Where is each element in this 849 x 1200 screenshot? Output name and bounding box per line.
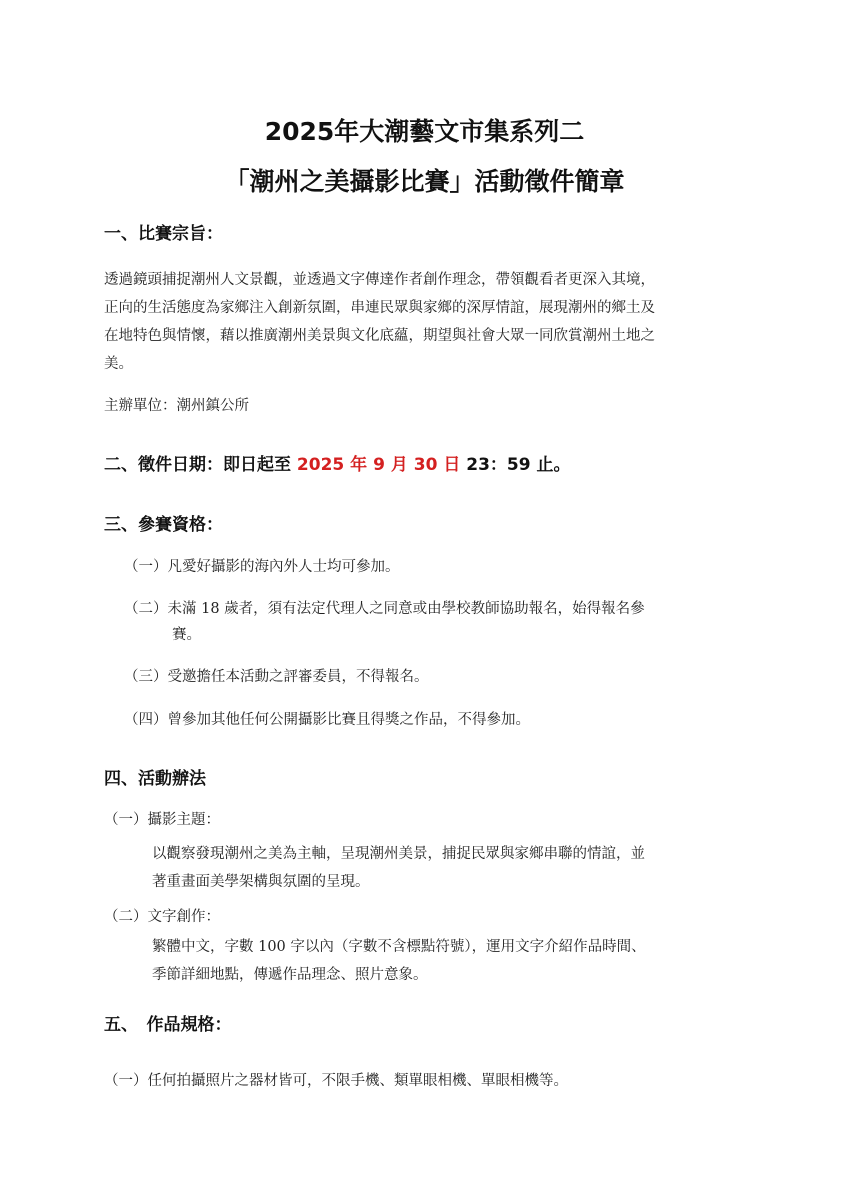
- submission-date-prefix: 二、徵件日期：即日起至: [104, 455, 297, 475]
- eligibility-item: （三）受邀擔任本活動之評審委員，不得報名。: [124, 669, 429, 685]
- document-title-line1: 2025年大潮藝文市集系列二: [264, 117, 585, 146]
- submission-deadline-date: 2025 年 9 月 30 日: [296, 455, 461, 475]
- method-item-label: （二）文字創作：: [104, 909, 220, 925]
- method-item-body: 以觀察發現潮州之美為主軸，呈現潮州美景，捕捉民眾與家鄉串聯的情誼，並 著重畫面美學架構與氛圍的呈現。: [152, 846, 645, 890]
- eligibility-item: （二）未滿 18 歲者，須有法定代理人之同意或由學校教師協助報名，始得報名參: [124, 601, 645, 617]
- eligibility-item: （一）凡愛好攝影的海內外人士均可參加。: [124, 559, 400, 575]
- section1-heading: 一、比賽宗旨：: [104, 224, 223, 244]
- section1-line: 透過鏡頭捕捉潮州人文景觀，並透過文字傳達作者創作理念，帶領觀看者更深入其境，: [104, 272, 655, 288]
- spec-item: （一）任何拍攝照片之器材皆可，不限手機、類單眼相機、單眼相機等。: [104, 1073, 568, 1089]
- section1-line: 在地特色與情懷，藉以推廣潮州美景與文化底蘊，期望與社會大眾一同欣賞潮州土地之: [104, 328, 655, 344]
- section5-heading: 五、 作品規格：: [104, 1015, 232, 1035]
- method-item-label: （一）攝影主題：: [104, 812, 220, 828]
- section1-line: 正向的生活態度為家鄉注入創新氛圍，串連民眾與家鄉的深厚情誼，展現潮州的鄉土及: [104, 300, 655, 316]
- section3-heading: 三、參賽資格：: [104, 515, 223, 535]
- submission-date-suffix: 23：59 止。: [460, 455, 571, 475]
- section1-line: 美。: [104, 356, 133, 372]
- section1-paragraph: [104, 266, 764, 378]
- eligibility-item-continuation: 賽。: [172, 627, 201, 643]
- section4-heading: 四、活動辦法: [104, 769, 206, 789]
- eligibility-item: （四）曾參加其他任何公開攝影比賽且得獎之作品，不得參加。: [124, 712, 530, 728]
- organizer-text: 主辦單位：潮州鎮公所: [104, 398, 249, 414]
- method-item-body: 繁體中文，字數 100 字以內（字數不含標點符號），運用文字介紹作品時間、 季節詳細地點，傳遞作品理念、照片意象。: [152, 939, 646, 983]
- document-title-line2: 「潮州之美攝影比賽」活動徵件簡章: [224, 167, 625, 196]
- section2-heading: [104, 450, 570, 475]
